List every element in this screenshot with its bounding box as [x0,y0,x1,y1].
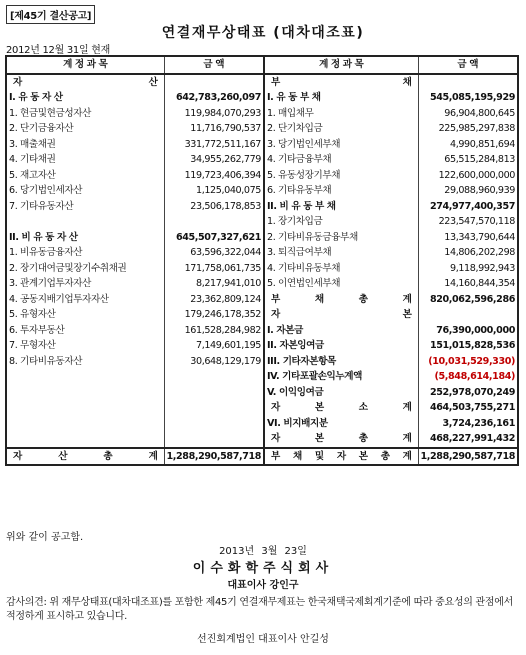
total-assets-label [6,448,164,466]
left-account: 3. 매출채권 [6,137,164,153]
right-account: III. 기타자본항목 [264,354,418,370]
right-account: I. 유 동 부 채 [264,90,418,106]
right-account: I. 자본금 [264,323,418,339]
label-char: 부 [271,450,280,462]
left-account: 5. 유형자산 [6,307,164,323]
left-account: 2. 단기금융자산 [6,121,164,137]
announce-date: 2013년 3월 23일 [219,546,307,557]
left-account [6,431,164,448]
left-amount: 119,984,070,293 [164,106,264,122]
right-account: 2. 기타비유동금융부채 [264,230,418,246]
right-amount [418,307,518,323]
right-account: IV. 기타포괄손익누계액 [264,369,418,385]
left-amount: 171,758,061,735 [164,261,264,277]
left-amount: 1,125,040,075 [164,183,264,199]
label-char: 계 [402,433,412,445]
balance-sheet-table [5,55,519,466]
label-char: 채 [314,293,324,305]
left-account: 8. 기타비유동자산 [6,354,164,370]
table-row [6,168,518,184]
table-row [6,74,518,91]
label-char: 자 [336,450,346,462]
right-amount [418,74,518,91]
left-account [6,214,164,230]
left-amount: 34,955,262,779 [164,152,264,168]
left-amount: 23,362,809,124 [164,292,264,308]
left-account [6,416,164,432]
right-account: 2. 단기차입금 [264,121,418,137]
left-amount: 7,149,601,195 [164,338,264,354]
table-row [6,292,518,308]
left-account [6,385,164,401]
left-account: 1. 현금및현금성자산 [6,106,164,122]
table-row [6,230,518,246]
left-amount: 645,507,327,621 [164,230,264,246]
right-account: 5. 유동성장기부채 [264,168,418,184]
right-account: V. 이익잉여금 [264,385,418,401]
left-account [6,74,164,91]
right-amount: 252,978,070,249 [418,385,518,401]
right-amount: 225,985,297,838 [418,121,518,137]
label-char: 본 [314,402,324,414]
left-amount [164,385,264,401]
header-account-left: 계 정 과 목 [6,56,164,74]
table-row [6,214,518,230]
left-amount: 11,716,790,537 [164,121,264,137]
label-char: 본 [314,433,324,445]
right-amount: (5,848,614,184) [418,369,518,385]
left-amount: 8,217,941,010 [164,276,264,292]
label-char: 채 [402,76,412,88]
label-char: 총 [103,450,113,462]
left-amount: 161,528,284,982 [164,323,264,339]
right-account: VI. 비지배지분 [264,416,418,432]
right-amount: 76,390,000,000 [418,323,518,339]
table-row [6,152,518,168]
table-row [6,261,518,277]
right-account: 3. 퇴직급여부채 [264,245,418,261]
right-account: 3. 당기법인세부채 [264,137,418,153]
left-amount: 642,783,260,097 [164,90,264,106]
spaced-label [267,400,416,415]
left-account: 7. 무형자산 [6,338,164,354]
spaced-label [9,449,162,464]
right-account: 4. 기타금융부채 [264,152,418,168]
spaced-label [267,449,416,464]
table-row [6,276,518,292]
grand-total-row [6,448,518,466]
spaced-label [267,75,416,90]
right-amount: 545,085,195,929 [418,90,518,106]
right-amount: 9,118,992,943 [418,261,518,277]
table-row [6,369,518,385]
right-amount: 820,062,596,286 [418,292,518,308]
label-char: 총 [380,450,390,462]
label-char: 부 [271,293,280,305]
left-account: 5. 재고자산 [6,168,164,184]
left-amount [164,431,264,448]
header-amount-left: 금 액 [164,56,264,74]
label-char: 계 [402,450,412,462]
left-amount [164,214,264,230]
left-amount: 119,723,406,394 [164,168,264,184]
right-account: II. 비 유 동 부 채 [264,199,418,215]
spaced-label [267,307,416,322]
left-account: 4. 기타채권 [6,152,164,168]
right-amount: 3,724,236,161 [418,416,518,432]
table-row [6,385,518,401]
right-account [264,400,418,416]
auditor-name: 선진회계법인 대표이사 안길성 [197,634,329,645]
document-title: 연결재무상태표 (대차대조표) [161,25,365,41]
table-row [6,90,518,106]
company-name: 이수화학주식회사 [192,561,334,576]
total-assets-amount: 1,288,290,587,718 [164,448,264,466]
table-row [6,354,518,370]
table-row [6,431,518,448]
left-amount [164,400,264,416]
left-account: 7. 기타유동자산 [6,199,164,215]
table-row [6,416,518,432]
audit-opinion: 감사의견: 위 재무상태표(대차대조표)를 포함한 제45기 연결재무제표는 한국채택국제회계기준에 따라 중요성의 관점에서 적정하게 표시하고 있습니다. [6,597,513,622]
table-row [6,307,518,323]
right-amount: 274,977,400,357 [418,199,518,215]
left-account: 3. 관계기업투자자산 [6,276,164,292]
left-amount [164,416,264,432]
table-row [6,338,518,354]
table-body [6,74,518,448]
header-account-right: 계 정 과 목 [264,56,418,74]
label-char: 총 [358,293,368,305]
left-account [6,400,164,416]
table-row [6,137,518,153]
ceo-name: 대표이사 강인구 [227,580,299,591]
right-account: 6. 기타유동부채 [264,183,418,199]
right-amount: 29,088,960,939 [418,183,518,199]
right-amount: 122,600,000,000 [418,168,518,184]
label-char: 및 [314,450,324,462]
table-row [6,323,518,339]
right-account [264,292,418,308]
left-amount [164,369,264,385]
right-amount: 14,806,202,298 [418,245,518,261]
left-account: 2. 장기대여금및장기수취채권 [6,261,164,277]
right-amount: 151,015,828,536 [418,338,518,354]
spaced-label [267,431,416,446]
label-char: 채 [292,450,302,462]
right-amount: 96,904,800,645 [418,106,518,122]
label-char: 산 [58,450,68,462]
spaced-label [267,292,416,307]
as-of-date: 2012년 12월 31일 현재 [6,45,110,56]
right-amount: 468,227,991,432 [418,431,518,448]
left-account: I. 유 동 자 산 [6,90,164,106]
table-row [6,400,518,416]
table-row [6,121,518,137]
right-account [264,431,418,448]
label-char: 자 [271,433,280,445]
left-account: 6. 투자부동산 [6,323,164,339]
right-account [264,74,418,91]
right-amount: (10,031,529,330) [418,354,518,370]
total-liab-equity-label [264,448,418,466]
table-row [6,245,518,261]
left-account: II. 비 유 동 자 산 [6,230,164,246]
label-char: 자 [271,402,280,414]
label-char: 총 [358,433,368,445]
label-char: 자 [271,309,280,321]
label-char: 계 [402,293,412,305]
right-amount: 13,343,790,644 [418,230,518,246]
announce-note: 위와 같이 공고함. [6,532,84,543]
total-liab-equity-amount: 1,288,290,587,718 [418,448,518,466]
spaced-label [9,75,162,90]
left-account: 6. 당기법인세자산 [6,183,164,199]
label-char: 자 [13,76,22,88]
right-amount: 223,547,570,118 [418,214,518,230]
label-char: 산 [148,76,158,88]
right-account: 5. 이연법인세부채 [264,276,418,292]
left-amount: 30,648,129,179 [164,354,264,370]
left-amount: 331,772,511,167 [164,137,264,153]
table-header-row [6,56,518,74]
right-account: 1. 장기차입금 [264,214,418,230]
table-row [6,183,518,199]
label-char: 본 [358,450,368,462]
right-amount: 464,503,755,271 [418,400,518,416]
label-char: 자 [13,450,22,462]
label-char: 소 [358,402,368,414]
right-amount: 14,160,844,354 [418,276,518,292]
right-account: II. 자본잉여금 [264,338,418,354]
right-account: 1. 매입채무 [264,106,418,122]
left-amount: 179,246,178,352 [164,307,264,323]
left-amount: 63,596,322,044 [164,245,264,261]
left-amount: 23,506,178,853 [164,199,264,215]
notice-tag: [제45기 결산공고] [6,5,95,24]
table-row [6,106,518,122]
left-account: 1. 비유동금융자산 [6,245,164,261]
left-account: 4. 공동지배기업투자자산 [6,292,164,308]
right-amount: 4,990,851,694 [418,137,518,153]
label-char: 부 [271,76,280,88]
right-amount: 65,515,284,813 [418,152,518,168]
table-row [6,199,518,215]
right-account: 4. 기타비유동부채 [264,261,418,277]
label-char: 계 [402,402,412,414]
header-amount-right: 금 액 [418,56,518,74]
label-char: 본 [402,309,412,321]
left-amount [164,74,264,91]
right-account [264,307,418,323]
label-char: 계 [148,450,158,462]
left-account [6,369,164,385]
